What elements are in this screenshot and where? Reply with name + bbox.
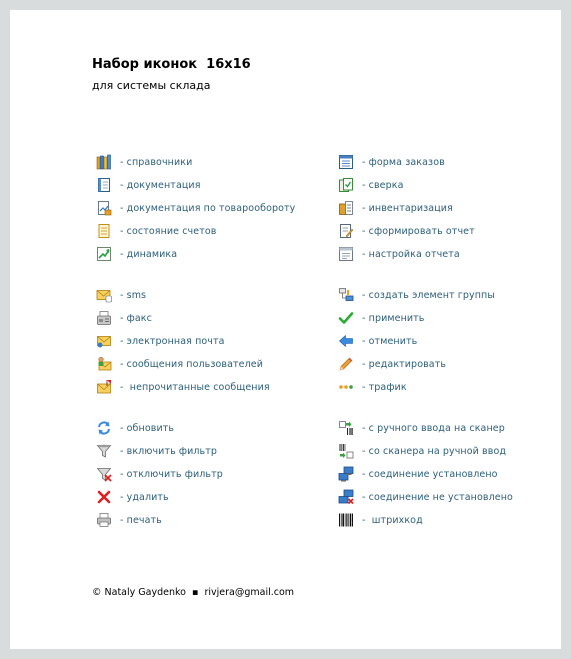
item-label: - состояние счетов <box>120 225 217 237</box>
reconciliation-icon <box>338 177 354 193</box>
filter-on-icon <box>96 443 112 459</box>
item-label: - трафик <box>362 381 407 393</box>
trend-chart-icon <box>96 246 112 262</box>
list-item-cancel <box>338 333 417 349</box>
list-item-edit <box>338 356 446 372</box>
item-label: - соединение не установлено <box>362 491 513 503</box>
item-label: - со сканера на ручной ввод <box>362 445 507 457</box>
list-item-turnover-documentation <box>96 200 295 216</box>
list-item-sms <box>96 287 146 303</box>
icon-sheet <box>10 10 561 649</box>
item-label: - электронная почта <box>120 335 225 347</box>
list-item-dynamics <box>96 246 177 262</box>
item-label: - включить фильтр <box>120 445 218 457</box>
unread-messages-icon <box>96 379 112 395</box>
list-item-delete <box>96 489 169 505</box>
traffic-icon <box>338 379 354 395</box>
item-label: - соединение установлено <box>362 468 498 480</box>
list-item-scanner-to-manual <box>338 443 506 459</box>
list-item-apply <box>338 310 425 326</box>
delete-icon <box>96 489 112 505</box>
list-item-reference-books <box>96 154 192 170</box>
item-label: - редактировать <box>362 358 447 370</box>
list-item-traffic <box>338 379 407 395</box>
item-label: - обновить <box>120 422 175 434</box>
item-label: - документация <box>120 179 201 191</box>
item-label: - применить <box>362 312 425 324</box>
list-item-create-group-element <box>338 287 495 303</box>
item-label: - непрочитанные сообщения <box>120 381 270 393</box>
page-subtitle: для системы склада <box>92 79 211 92</box>
scanner-to-manual-icon <box>338 443 354 459</box>
print-icon <box>96 512 112 528</box>
list-item-generate-report <box>338 223 475 239</box>
fax-icon <box>96 310 112 326</box>
list-item-fax <box>96 310 152 326</box>
item-label: - штрихкод <box>362 514 423 526</box>
barcode-icon <box>338 512 354 528</box>
list-item-filter-on <box>96 443 217 459</box>
list-item-user-messages <box>96 356 263 372</box>
user-messages-icon <box>96 356 112 372</box>
item-label: - документация по товарообороту <box>120 202 296 214</box>
list-item-filter-off <box>96 466 223 482</box>
list-item-report-settings <box>338 246 460 262</box>
item-label: - отключить фильтр <box>120 468 223 480</box>
item-label: - настройка отчета <box>362 248 460 260</box>
order-form-icon <box>338 154 354 170</box>
item-label: - справочники <box>120 156 193 168</box>
list-item-refresh <box>96 420 174 436</box>
edit-pencil-icon <box>338 356 354 372</box>
filter-off-icon <box>96 466 112 482</box>
refresh-icon <box>96 420 112 436</box>
item-label: - сформировать отчет <box>362 225 475 237</box>
item-label: - факс <box>120 312 152 324</box>
create-group-element-icon <box>338 287 354 303</box>
sms-icon <box>96 287 112 303</box>
email-icon <box>96 333 112 349</box>
item-label: - создать элемент группы <box>362 289 495 301</box>
list-item-account-status <box>96 223 216 239</box>
item-label: - инвентаризация <box>362 202 453 214</box>
account-sheet-icon <box>96 223 112 239</box>
list-item-connection-established <box>338 466 498 482</box>
manual-to-scanner-icon <box>338 420 354 436</box>
document-book-icon <box>96 177 112 193</box>
cancel-arrow-icon <box>338 333 354 349</box>
item-label: - удалить <box>120 491 169 503</box>
list-item-order-form <box>338 154 445 170</box>
apply-check-icon <box>338 310 354 326</box>
list-item-manual-to-scanner <box>338 420 505 436</box>
connection-established-icon <box>338 466 354 482</box>
item-label: - печать <box>120 514 162 526</box>
list-item-unread-messages <box>96 379 270 395</box>
connection-failed-icon <box>338 489 354 505</box>
item-label: - сверка <box>362 179 404 191</box>
list-item-connection-failed <box>338 489 513 505</box>
document-chart-icon <box>96 200 112 216</box>
list-item-inventory <box>338 200 453 216</box>
generate-report-icon <box>338 223 354 239</box>
list-item-email <box>96 333 225 349</box>
item-label: - динамика <box>120 248 178 260</box>
item-label: - sms <box>120 289 147 301</box>
item-label: - форма заказов <box>362 156 445 168</box>
item-label: - сообщения пользователей <box>120 358 264 370</box>
report-settings-icon <box>338 246 354 262</box>
list-item-documentation <box>96 177 201 193</box>
footer-credit: © Nataly Gaydenko ▪ rivjera@gmail.com <box>92 587 295 598</box>
item-label: - с ручного ввода на сканер <box>362 422 505 434</box>
item-label: - отменить <box>362 335 418 347</box>
books-icon <box>96 154 112 170</box>
inventory-icon <box>338 200 354 216</box>
list-item-reconciliation <box>338 177 404 193</box>
list-item-barcode <box>338 512 423 528</box>
list-item-print <box>96 512 162 528</box>
page-title: Набор иконок 16х16 <box>92 57 251 72</box>
